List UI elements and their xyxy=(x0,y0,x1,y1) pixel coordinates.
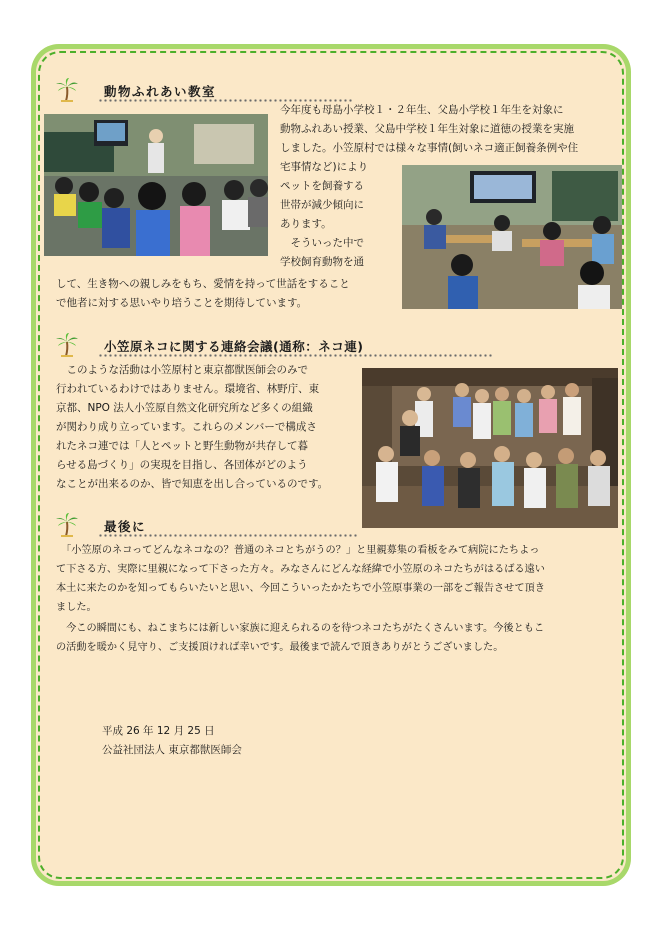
section2-line: 京都、NPO 法人小笠原自然文化研究所など多くの組織 xyxy=(56,402,313,414)
heading-dotted-line xyxy=(98,534,358,537)
classroom-photo-2 xyxy=(402,165,622,309)
footer-org: 公益社団法人 東京都獣医師会 xyxy=(102,744,242,756)
section1-line: ペットを飼養する xyxy=(280,180,364,192)
section1-line: しました。小笠原村では様々な事情(飼いネコ適正飼養条例や住 xyxy=(280,142,579,154)
section2-heading xyxy=(56,337,496,359)
section1-line: 動物ふれあい授業、父島中学校１年生対象に道徳の授業を実施 xyxy=(280,123,574,135)
section1-title: 動物ふれあい教室 xyxy=(104,84,217,99)
palm-tree-icon xyxy=(56,513,78,537)
section3-title: 最後に xyxy=(104,519,147,534)
palm-tree-icon xyxy=(56,333,78,357)
section3-line: て下さる方、実際に里親になって下さった方々。みなさんにどんな経緯で小笠原のネコたちがはるばる遠い xyxy=(56,564,545,575)
section2-line: らせる島づくり」の実現を目指し、各団体がどのよう xyxy=(56,459,308,471)
group-photo xyxy=(362,368,618,528)
section2-line: が関わり成り立っています。これらのメンバーで構成さ xyxy=(56,421,317,433)
section2-line: なことが出来るのか、皆で知恵を出し合っているのです。 xyxy=(56,478,329,490)
section1-line: して、生き物への親しみをもち、愛情を持って世話をすること xyxy=(56,278,350,290)
section3-line: 本土に来たのかを知ってもらいたいと思い、今回こういったかたちで小笠原事業の一部をご報告させて頂き xyxy=(56,583,545,594)
section1-line: で他者に対する思いやり培うことを期待しています。 xyxy=(56,297,308,309)
heading-dotted-line xyxy=(98,354,493,357)
section2-line: このような活動は小笠原村と東京都獣医師会のみで xyxy=(56,364,308,376)
section1-line: 世帯が減少傾向に xyxy=(280,199,364,211)
section2-title: 小笠原ネコに関する連絡会議(通称：ネコ連) xyxy=(104,339,364,354)
classroom-photo-1 xyxy=(44,114,268,256)
section2-line: 行われているわけではありません。環境省、林野庁、東 xyxy=(56,383,320,395)
section3-line: 今この瞬間にも、ねこまちには新しい家族に迎えられるのを待つネコたちがたくさんいます。今後ともこ xyxy=(56,623,545,634)
footer-date: 平成 26 年 12 月 25 日 xyxy=(102,725,215,737)
section1-line: 宅事情など)により xyxy=(280,161,369,173)
section2-line: れたネコ連では「人とペットと野生動物が共存して暮 xyxy=(56,440,308,452)
section3-heading xyxy=(56,517,336,539)
section3-line: の活動を暖かく見守り、ご支援頂ければ幸いです。最後まで読んで頂きありがとうございました。 xyxy=(56,642,504,653)
section1-line: 今年度も母島小学校１・２年生、父島小学校１年生を対象に xyxy=(280,104,564,116)
palm-tree-icon xyxy=(56,78,78,102)
section3-line: ました。 xyxy=(56,602,97,613)
section1-line: あります。 xyxy=(280,218,332,230)
section1-line: そういった中で xyxy=(280,237,364,249)
section3-line: 「小笠原のネコってどんなネコなの？普通のネコとちがうの？」と里親募集の看板をみて病院にたちよっ xyxy=(56,545,540,556)
section1-line: 学校飼育動物を通 xyxy=(280,256,364,268)
